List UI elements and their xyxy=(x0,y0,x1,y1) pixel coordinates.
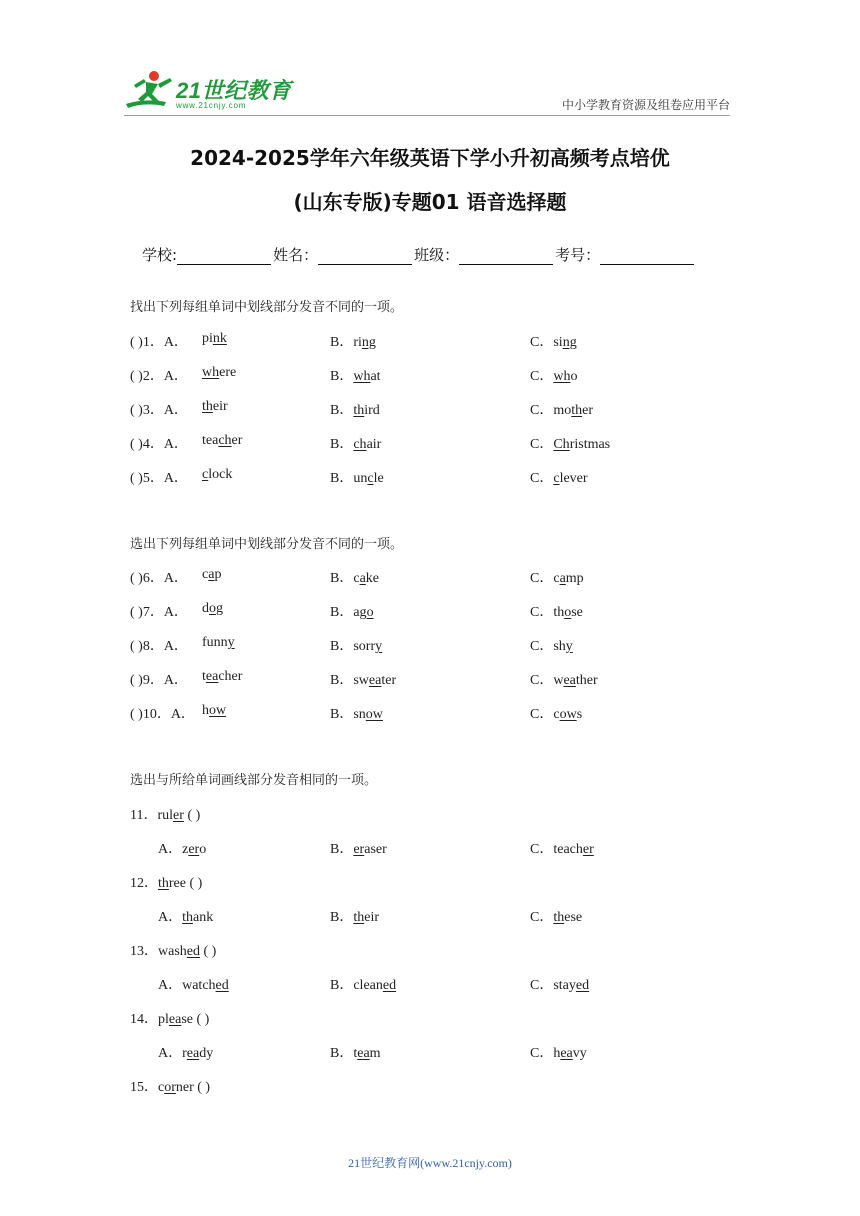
question-number[interactable]: ( )10．A． xyxy=(130,707,195,722)
option-b: B．chair xyxy=(330,437,382,452)
option-a: where xyxy=(202,365,237,380)
school-blank[interactable] xyxy=(177,248,271,265)
option-a: teacher xyxy=(202,433,243,448)
option-b: B．ring xyxy=(330,335,376,350)
name-blank[interactable] xyxy=(318,248,412,265)
question-stem-row xyxy=(0,940,860,960)
option-a: dog xyxy=(202,601,223,616)
option-a: clock xyxy=(202,467,233,482)
question-stem[interactable]: 13．washed ( ) xyxy=(130,944,217,959)
option-a: A．zero xyxy=(158,842,207,857)
exam-no-blank[interactable] xyxy=(600,248,694,265)
logo xyxy=(124,68,294,114)
question-number[interactable]: ( )5．A． xyxy=(130,471,188,486)
question-row xyxy=(0,635,860,655)
section3-instruction: 选出与所给单词画线部分发音相同的一项。 xyxy=(130,773,378,788)
option-a: their xyxy=(202,399,228,414)
option-c: C．shy xyxy=(530,639,573,654)
question-stem[interactable]: 15．corner ( ) xyxy=(130,1080,211,1095)
option-c: C．Christmas xyxy=(530,437,611,452)
logo-text: 21世纪教育 xyxy=(176,78,292,103)
runner-logo-icon xyxy=(124,68,178,112)
option-c: C．cows xyxy=(530,707,583,722)
option-a: A．ready xyxy=(158,1046,214,1061)
student-info xyxy=(142,244,696,265)
question-row xyxy=(0,433,860,453)
question-row xyxy=(0,669,860,689)
question-row xyxy=(0,567,860,587)
question-row xyxy=(0,601,860,621)
question-stem-row xyxy=(0,872,860,892)
option-a: A．watched xyxy=(158,978,229,993)
options-row xyxy=(0,1042,860,1062)
option-b: B．eraser xyxy=(330,842,387,857)
class-blank[interactable] xyxy=(459,248,553,265)
exam-no-label: 考号： xyxy=(555,246,601,264)
option-a: cap xyxy=(202,567,222,582)
option-c: C．these xyxy=(530,910,583,925)
question-number[interactable]: ( )1．A． xyxy=(130,335,188,350)
logo-url: www.21cnjy.com xyxy=(176,101,247,110)
question-number[interactable]: ( )7．A． xyxy=(130,605,188,620)
option-c: C．mother xyxy=(530,403,594,418)
question-stem-row xyxy=(0,1076,860,1096)
option-a: how xyxy=(202,703,227,718)
question-stem-row xyxy=(0,804,860,824)
class-label: 班级： xyxy=(414,246,460,264)
question-number[interactable]: ( )6．A． xyxy=(130,571,188,586)
section2-instruction: 选出下列每组单词中划线部分发音不同的一项。 xyxy=(130,537,404,552)
option-b: B．ago xyxy=(330,605,374,620)
option-c: C．who xyxy=(530,369,578,384)
option-c: C．clever xyxy=(530,471,588,486)
question-row xyxy=(0,703,860,723)
option-c: C．those xyxy=(530,605,583,620)
question-stem[interactable]: 14．please ( ) xyxy=(130,1012,210,1027)
option-b: B．team xyxy=(330,1046,381,1061)
question-row xyxy=(0,399,860,419)
option-c: C．heavy xyxy=(530,1046,587,1061)
header-tagline: 中小学教育资源及组卷应用平台 xyxy=(561,98,730,112)
option-b: B．sorry xyxy=(330,639,383,654)
option-a: A．thank xyxy=(158,910,214,925)
option-a: teacher xyxy=(202,669,243,684)
option-a: funny xyxy=(202,635,235,650)
page-title-line2: (山东专版)专题01 语音选择题 xyxy=(293,190,567,214)
option-c: C．teacher xyxy=(530,842,594,857)
option-b: B．what xyxy=(330,369,381,384)
option-c: C．sing xyxy=(530,335,577,350)
page-title-line1: 2024-2025学年六年级英语下学小升初高频考点培优 xyxy=(190,146,670,170)
option-a: pink xyxy=(202,331,227,346)
option-b: B．cake xyxy=(330,571,379,586)
option-b: B．sweater xyxy=(330,673,397,688)
page-footer: 21世纪教育网(www.21cnjy.com) xyxy=(348,1156,512,1170)
option-c: C．weather xyxy=(530,673,598,688)
question-number[interactable]: ( )3．A． xyxy=(130,403,188,418)
option-b: B．snow xyxy=(330,707,383,722)
question-row xyxy=(0,365,860,385)
option-b: B．cleaned xyxy=(330,978,397,993)
header-divider xyxy=(124,115,730,116)
question-number[interactable]: ( )4．A． xyxy=(130,437,188,452)
page-header xyxy=(0,0,860,120)
options-row xyxy=(0,838,860,858)
option-c: C．stayed xyxy=(530,978,590,993)
question-stem-row xyxy=(0,1008,860,1028)
option-b: B．third xyxy=(330,403,380,418)
question-row xyxy=(0,467,860,487)
option-b: B．uncle xyxy=(330,471,384,486)
options-row xyxy=(0,906,860,926)
school-label: 学校: xyxy=(142,246,178,264)
question-number[interactable]: ( )8．A． xyxy=(130,639,188,654)
question-stem[interactable]: 11．ruler ( ) xyxy=(130,808,201,823)
option-b: B．their xyxy=(330,910,379,925)
question-row xyxy=(0,331,860,351)
question-number[interactable]: ( )9．A． xyxy=(130,673,188,688)
question-number[interactable]: ( )2．A． xyxy=(130,369,188,384)
question-stem[interactable]: 12．three ( ) xyxy=(130,876,203,891)
options-row xyxy=(0,974,860,994)
section1-instruction: 找出下列每组单词中划线部分发音不同的一项。 xyxy=(130,300,404,315)
option-c: C．camp xyxy=(530,571,584,586)
name-label: 姓名： xyxy=(273,246,319,264)
